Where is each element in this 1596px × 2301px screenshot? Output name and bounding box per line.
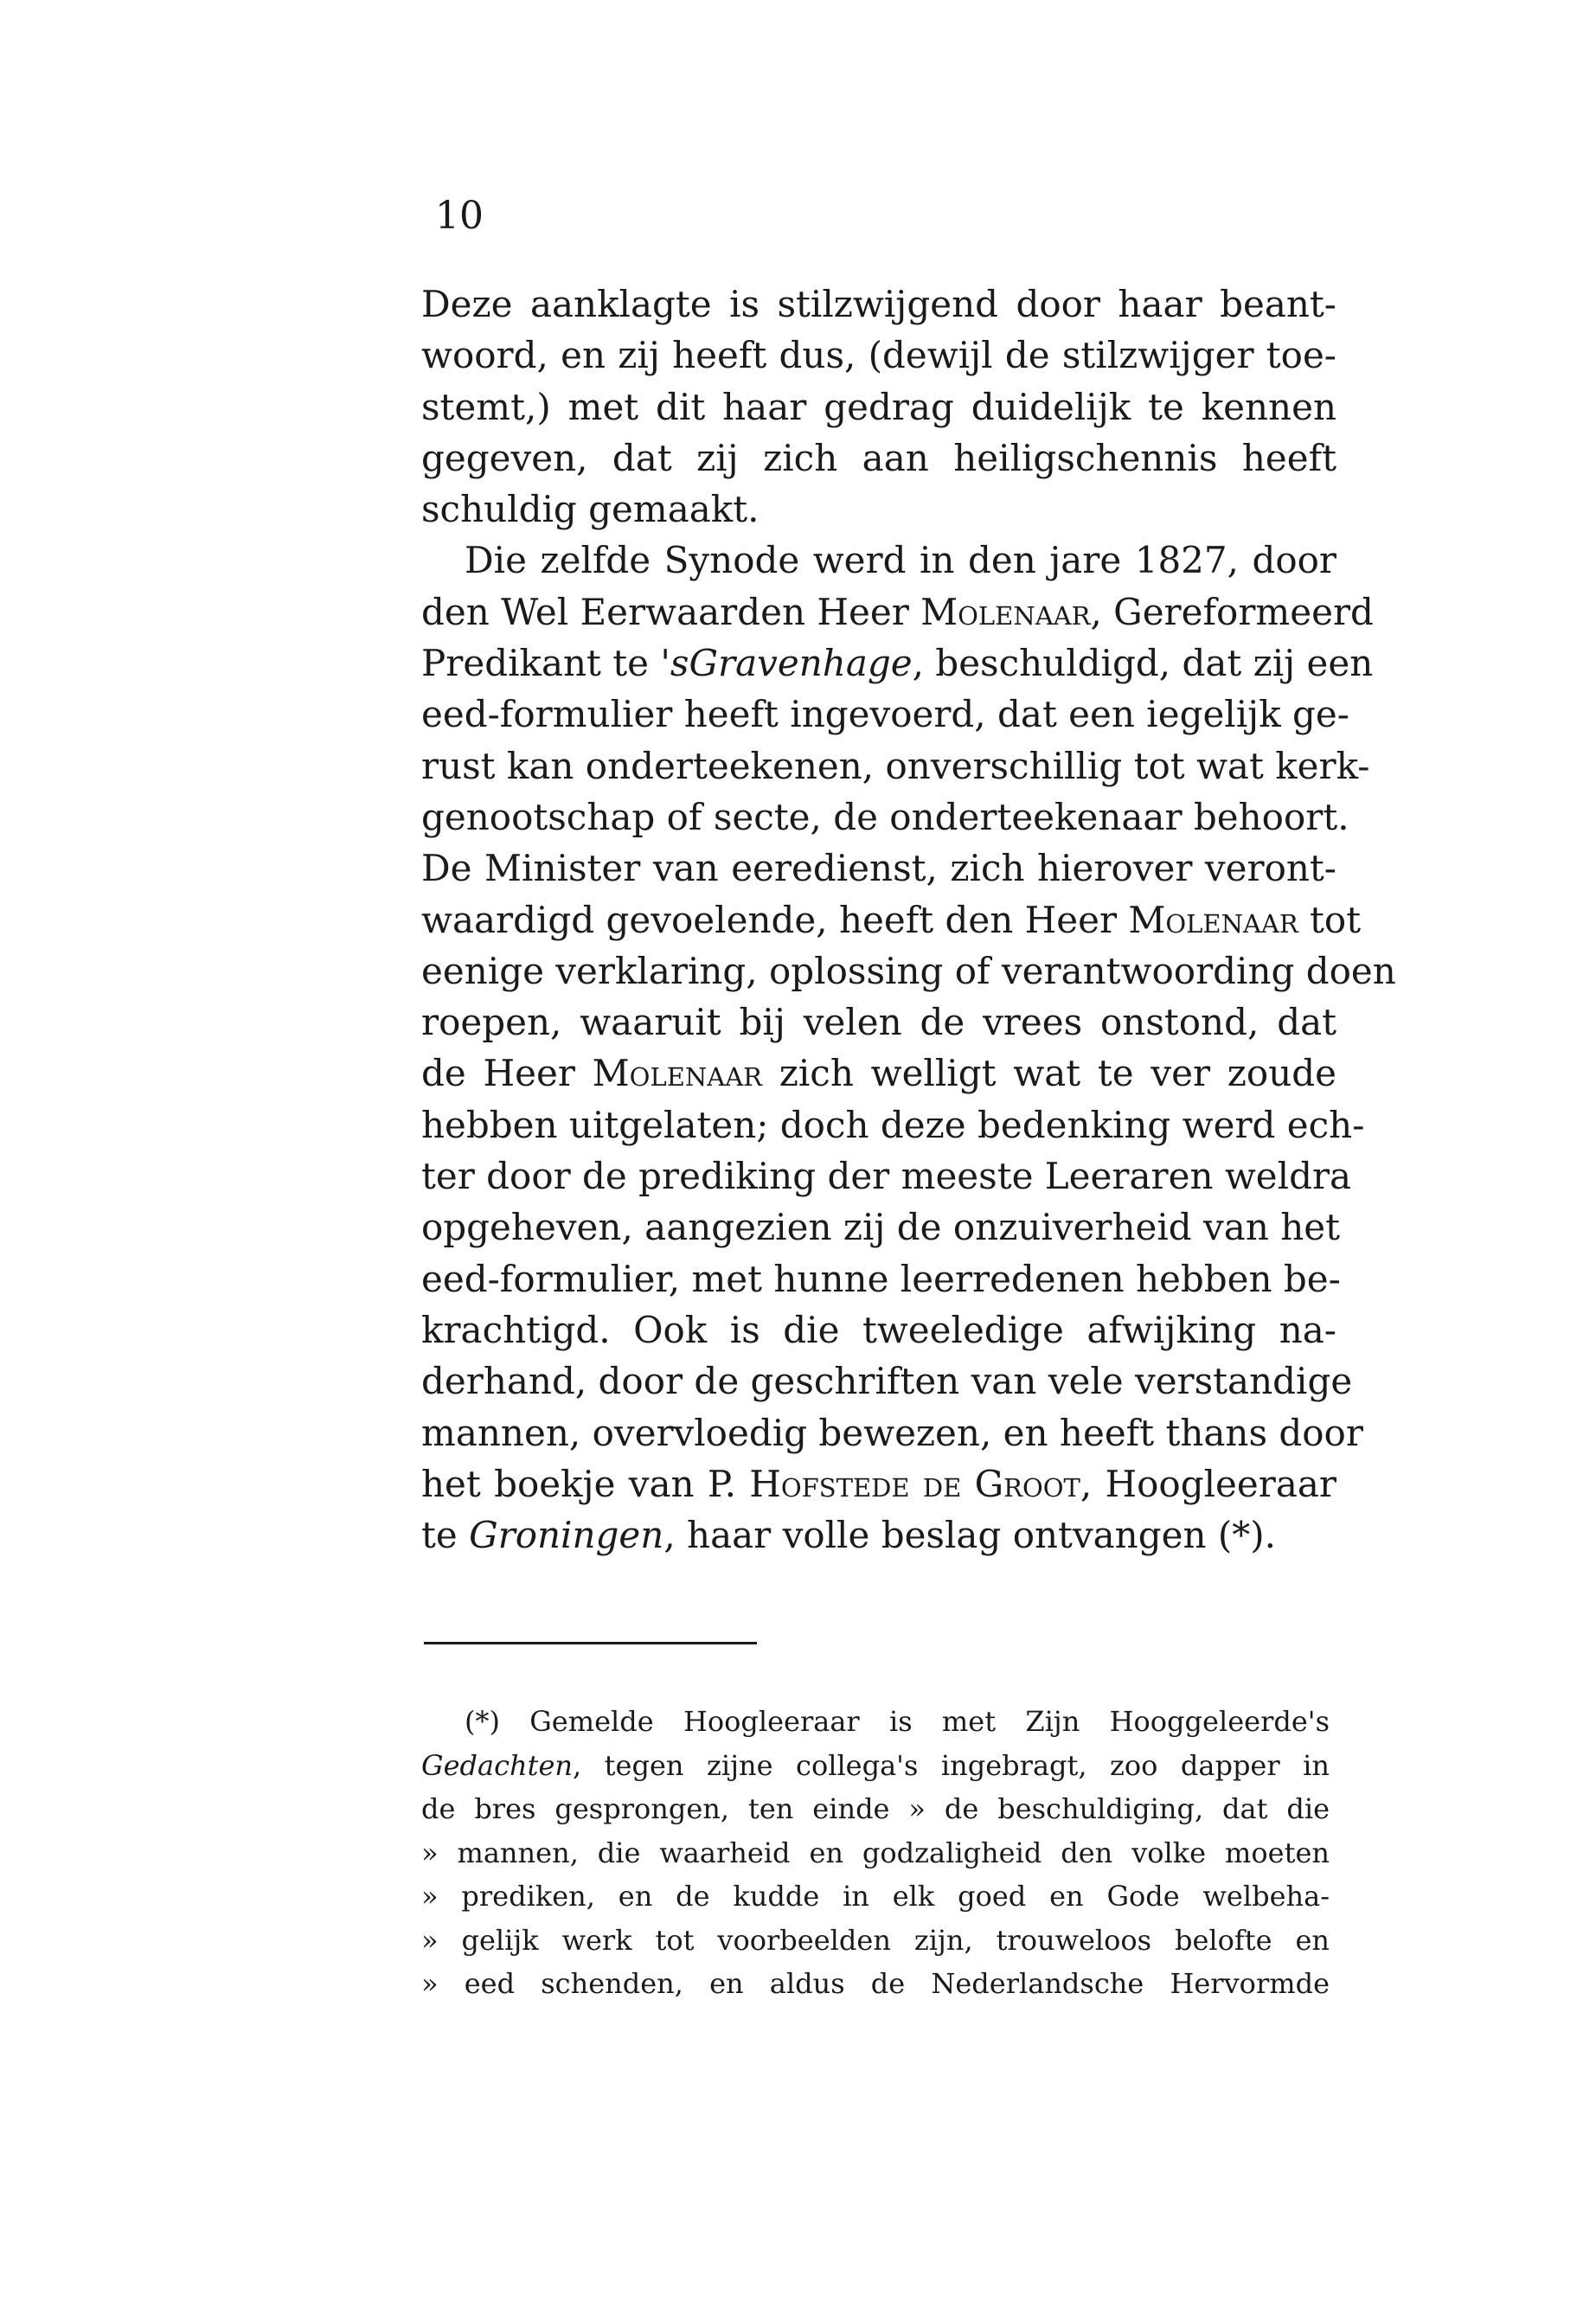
footnote-line bbox=[421, 1744, 1330, 1788]
name-molenaar: Molenaar bbox=[592, 1052, 762, 1095]
text-line: Die zelfde Synode werd in den jare 1827, door bbox=[465, 539, 1336, 582]
text-segment: Predikant te bbox=[421, 642, 661, 685]
text-line: eenige verklaring, oplossing of verantwoording doen bbox=[421, 949, 1396, 992]
text-line: eed-formulier, met hunne leerredenen hebben be- bbox=[421, 1257, 1341, 1300]
text-line bbox=[421, 1458, 1336, 1509]
text-line: schuldig gemaakt. bbox=[421, 488, 760, 531]
footnote-line: » prediken, en de kudde in elk goed en Gode welbeha- bbox=[421, 1880, 1330, 1913]
text-line: opgeheven, aangezien zij de onzuiverheid van het bbox=[421, 1206, 1340, 1249]
text-segment: te bbox=[421, 1514, 470, 1557]
text-line: krachtigd. Ook is die tweeledige afwijking na- bbox=[421, 1308, 1336, 1351]
text-line: rust kan onderteekenen, onverschillig tot wat kerk- bbox=[421, 744, 1370, 787]
name-hofstede-de-groot: Hofstede de Groot bbox=[749, 1462, 1080, 1505]
text-line: ter door de prediking der meeste Leeraren weldra bbox=[421, 1155, 1352, 1198]
text-segment: , beschuldigd, dat zij een bbox=[912, 642, 1374, 685]
body-text bbox=[421, 279, 1396, 1561]
text-line: hebben uitgelaten; doch deze bedenking werd ech- bbox=[421, 1103, 1365, 1146]
text-line bbox=[421, 1509, 1336, 1561]
footnote-line: (*) Gemelde Hoogleeraar is met Zijn Hooggeleerde's bbox=[465, 1705, 1330, 1738]
text-line: eed-formulier heeft ingevoerd, dat een iegelijk ge- bbox=[421, 693, 1349, 736]
text-segment: , haar volle beslag ontvangen (*). bbox=[663, 1514, 1276, 1557]
place-sgravenhage: 'sGravenhage bbox=[660, 642, 913, 685]
footnote-line: » eed schenden, en aldus de Nederlandsche Hervormde bbox=[421, 1967, 1330, 2000]
text-line: roepen, waaruit bij velen de vrees onstond, dat bbox=[421, 1001, 1336, 1044]
text-segment: , Gereformeerd bbox=[1090, 590, 1374, 633]
text-segment: waardigd gevoelende, heeft den Heer bbox=[421, 898, 1129, 941]
text-line bbox=[421, 638, 1374, 689]
footnote-line: de bres gesprongen, ten einde » de beschuldiging, dat die bbox=[421, 1792, 1330, 1825]
footnote-line: » gelijk werk tot voorbeelden zijn, trouweloos belofte en bbox=[421, 1923, 1330, 1957]
name-molenaar: Molenaar bbox=[920, 590, 1091, 633]
text-line: woord, en zij heeft dus, (dewijl de stilzwijger toe- bbox=[421, 334, 1336, 377]
footnote-line: » mannen, die waarheid en godzaligheid den volke moeten bbox=[421, 1836, 1330, 1869]
title-gedachten: Gedachten bbox=[421, 1748, 573, 1782]
name-molenaar: Molenaar bbox=[1128, 898, 1298, 941]
text-line bbox=[421, 586, 1374, 638]
text-line: gegeven, dat zij zich aan heiligschennis heeft bbox=[421, 436, 1336, 479]
text-line: stemt,) met dit haar gedrag duidelijk te kennen bbox=[421, 385, 1336, 428]
text-line: De Minister van eeredienst, zich hierover veront- bbox=[421, 847, 1336, 890]
text-line bbox=[421, 894, 1362, 945]
text-segment: zich welligt wat te ver zoude bbox=[761, 1052, 1336, 1095]
text-segment: de Heer bbox=[421, 1052, 593, 1095]
text-line: derhand, door de geschriften van vele verstandige bbox=[421, 1360, 1353, 1403]
text-segment: het boekje van P. bbox=[421, 1462, 750, 1505]
place-groningen: Groningen bbox=[469, 1514, 664, 1557]
text-line: genootschap of secte, de onderteekenaar behoort. bbox=[421, 795, 1349, 838]
text-segment: tot bbox=[1298, 898, 1362, 941]
text-segment: , Hoogleeraar bbox=[1080, 1462, 1336, 1505]
footnote bbox=[421, 1700, 1330, 2006]
text-segment: den Wel Eerwaarden Heer bbox=[421, 590, 921, 633]
text-line: mannen, overvloedig bewezen, en heeft thans door bbox=[421, 1411, 1363, 1454]
text-line bbox=[421, 1048, 1336, 1099]
text-line: Deze aanklagte is stilzwijgend door haar beant- bbox=[421, 283, 1336, 325]
page-number: 10 bbox=[435, 194, 484, 238]
footnote-separator bbox=[424, 1642, 757, 1644]
text-segment: , tegen zijne collega's ingebragt, zoo dapper in bbox=[573, 1748, 1330, 1782]
